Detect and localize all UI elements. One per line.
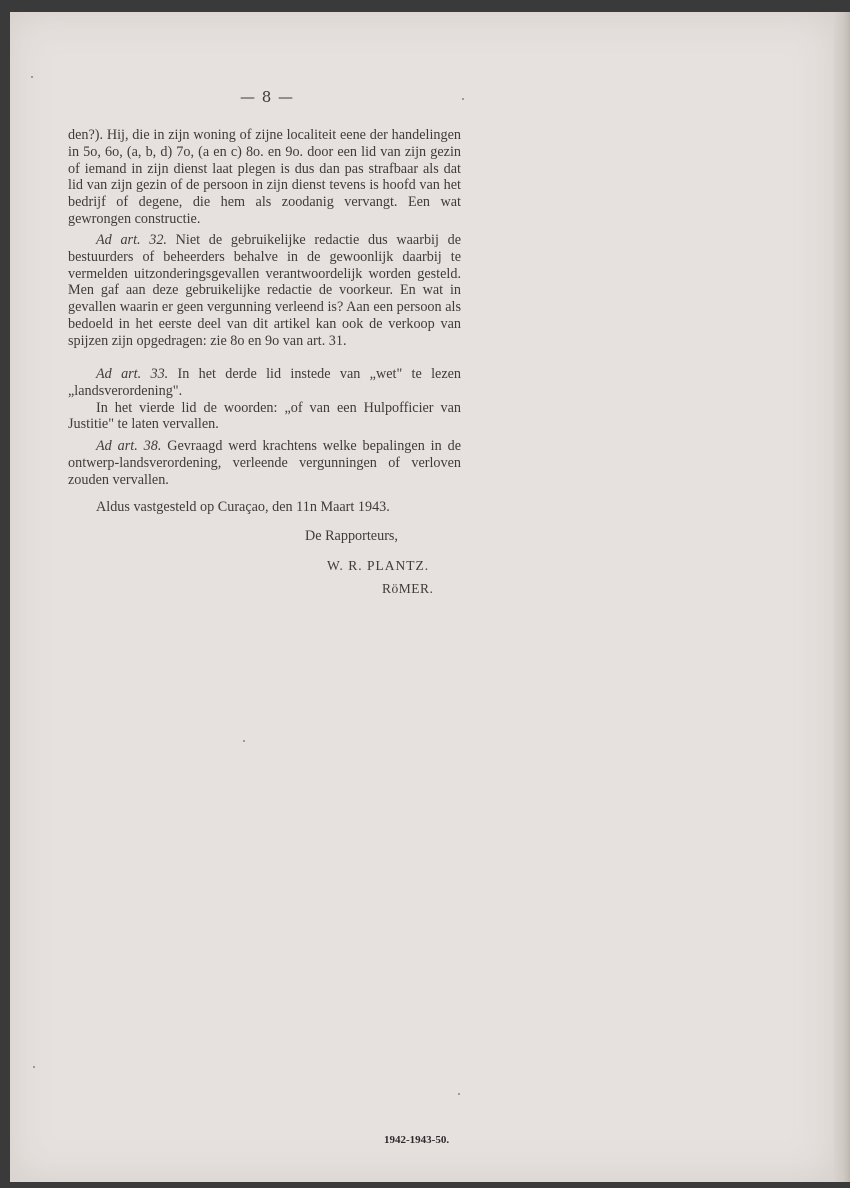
closing-statement: Aldus vastgesteld op Curaçao, den 11n Maart 1943. (96, 499, 390, 515)
art-33-label: Ad art. 33. (96, 366, 169, 382)
paper-speck (33, 1066, 35, 1068)
page-number: — 8 — (239, 88, 295, 106)
paper-speck (243, 740, 245, 742)
paragraph-art-38 (68, 438, 461, 488)
paper-speck (462, 98, 464, 100)
paper-speck (458, 1093, 460, 1095)
art-33-text: In het derde lid instede van „wet" te lezen „landsverordening". (68, 366, 462, 399)
art-38-text: Gevraagd werd krachtens welke bepalingen in de ontwerp-landsverordening, verleende vergunningen of verloven zouden vervallen. (68, 438, 461, 488)
art-38-label: Ad art. 38. (96, 438, 162, 454)
signature-plantz: W. R. PLANTZ. (327, 558, 430, 573)
paragraph-intro-text: den?). Hij, die in zijn woning of zijne localiteit eene der handelingen in 5o, 6o, (a, b, d) 7o, (a en c) 8o. en 9o. door een lid van zijn gezin of iemand in zijn dienst laat plegen is dus dan pas strafbaar als dat lid van zijn gezin of de persoon in zijn dienst tevens is hoofd van het bedrijf of degene, die hem als zoodanig vervangt. Een wat gewrongen constructie. (68, 127, 461, 227)
footer-code: 1942-1943-50. (384, 1134, 450, 1146)
paragraph-intro (68, 127, 461, 228)
rapporteurs-label: De Rapporteurs, (305, 528, 398, 544)
art-33-text-2: In het vierde lid de woorden: „of van een Hulpofficier van Justitie" te laten vervallen. (68, 399, 461, 433)
page-edge (834, 12, 850, 1182)
art-32-text: Niet de gebruikelijke redactie dus waarbij de bestuurders of beheerders behalve in de gewoonlijk daarbij te vermelden uitzonderingsgevallen verantwoordelijk worden gesteld. Men gaf aan deze gebruikelijke redactie de voorkeur. En wat in gevallen waarin er geen vergunning verleend is? Aan een persoon als bedoeld in het eerste deel van dit artikel kan ook de verkoop van spijzen zijn opgedragen: zie 8o en 9o van art. 31. (68, 232, 461, 349)
paragraph-art-33 (68, 366, 461, 433)
art-32-label: Ad art. 32. (96, 232, 167, 248)
signature-romer: RöMER. (382, 581, 434, 596)
paragraph-art-32 (68, 232, 461, 350)
paper-speck (31, 76, 33, 78)
